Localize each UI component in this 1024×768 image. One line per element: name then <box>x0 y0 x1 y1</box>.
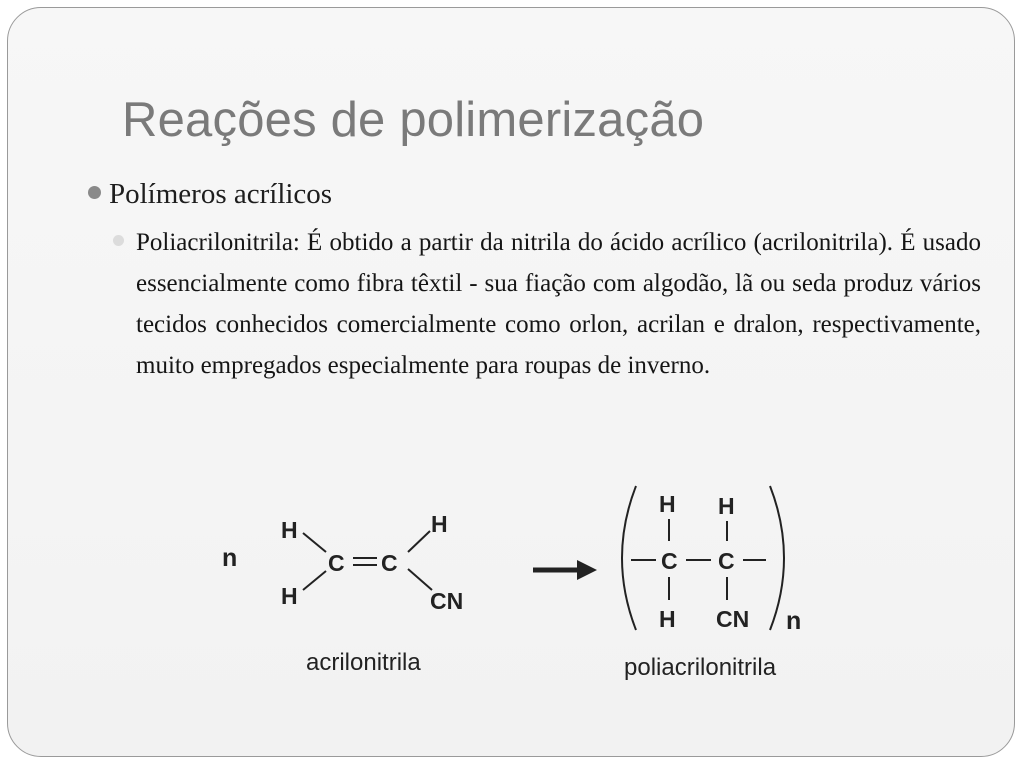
sub-bullet-dot-icon <box>113 235 124 246</box>
reactant-atom-h3: H <box>431 511 448 537</box>
product-atom-cn: CN <box>716 606 750 632</box>
reactant-atom-h2: H <box>281 583 298 609</box>
product-atom-c2: C <box>718 548 735 574</box>
product-atom-h1: H <box>659 491 676 517</box>
body-paragraph: Poliacrilonitrila: É obtido a partir da nitrila do ácido acrílico (acrilonitrila). É usado essencialmente como fibra têxtil - sua fiação com algodão, lã ou seda produz vários tecidos conhecidos comercialmente como orlon, acrilan e dralon, respectivamente, muito empregados especialmente para roupas de inverno. <box>136 229 981 379</box>
bullet-text: Polímeros acrílicos <box>109 178 333 210</box>
reactant-name: acrilonitrila <box>306 649 421 676</box>
product-atom-h3: H <box>718 493 735 519</box>
reactant-atom-c1: C <box>328 550 345 576</box>
bullet-item <box>88 178 332 211</box>
product-atom-h2: H <box>659 606 676 632</box>
product-name: poliacrilonitrila <box>624 654 777 681</box>
slide-title: Reações de polimerização <box>122 93 705 147</box>
reactant-atom-cn: CN <box>430 588 464 614</box>
reactant-atom-c2: C <box>381 550 398 576</box>
product-subscript: n <box>786 607 802 635</box>
reactant-coefficient: n <box>222 544 238 572</box>
bullet-dot-icon <box>88 186 101 199</box>
reactant-atom-h1: H <box>281 517 298 543</box>
product-atom-c1: C <box>661 548 678 574</box>
